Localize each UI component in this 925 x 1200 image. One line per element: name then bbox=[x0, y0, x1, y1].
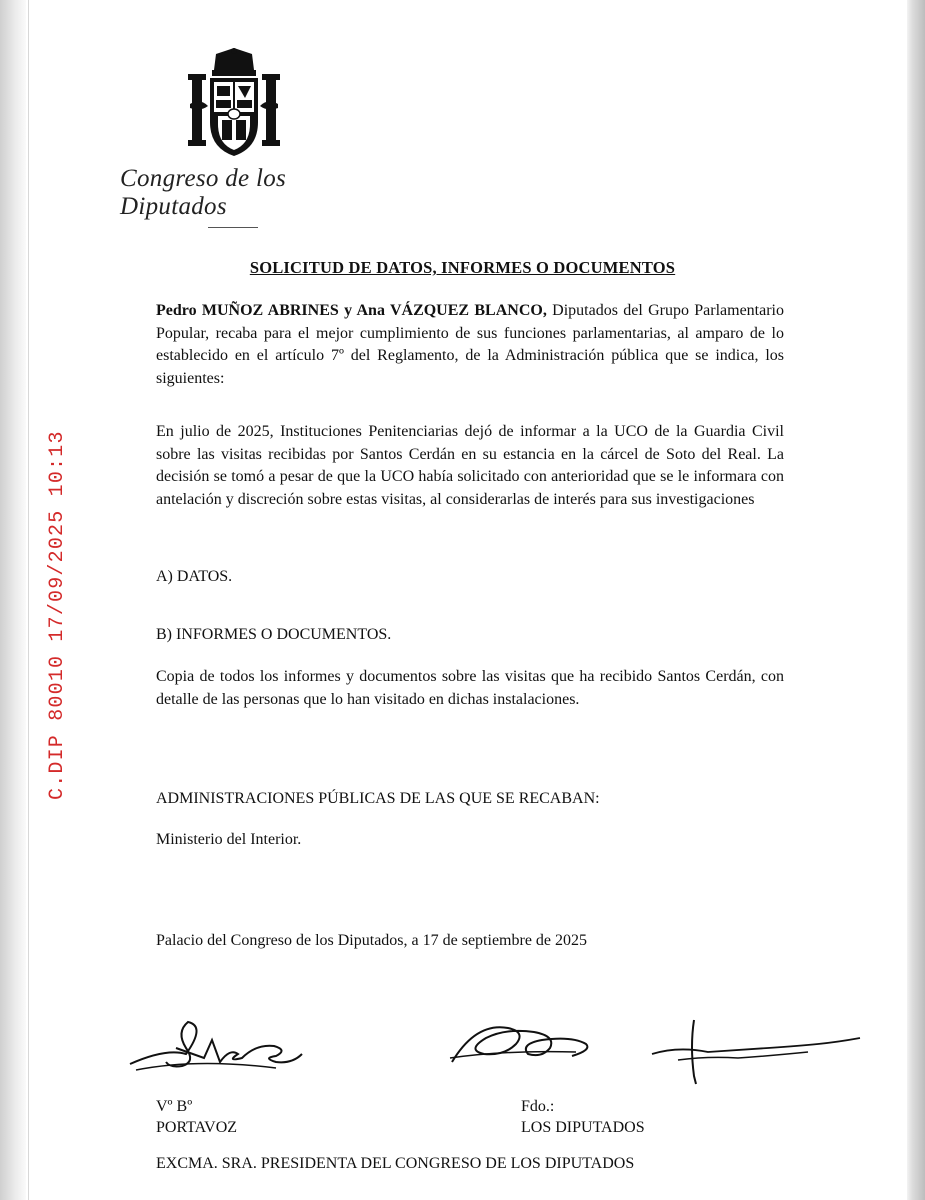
addressee: EXCMA. SRA. PRESIDENTA DEL CONGRESO DE LOS DIPUTADOS bbox=[156, 1155, 635, 1172]
spokesperson-label: PORTAVOZ bbox=[156, 1119, 238, 1136]
header-rule bbox=[208, 227, 258, 228]
deputies-block bbox=[521, 1096, 645, 1138]
scan-rule-left bbox=[28, 0, 29, 1200]
registry-stamp: C.DIP 80010 17/09/2025 10:13 bbox=[46, 430, 69, 800]
signed-label: Fdo.: bbox=[521, 1098, 555, 1115]
deputy-signature-1 bbox=[446, 1014, 596, 1068]
section-b-heading: B) INFORMES O DOCUMENTOS. bbox=[156, 626, 392, 643]
section-a-heading: A) DATOS. bbox=[156, 568, 233, 585]
scan-edge-left bbox=[0, 0, 26, 1200]
coat-of-arms-icon bbox=[188, 48, 280, 160]
intro-paragraph bbox=[156, 300, 784, 390]
deputy-signature-2 bbox=[648, 1016, 868, 1088]
administrations-heading: ADMINISTRACIONES PÚBLICAS DE LAS QUE SE RECABAN: bbox=[156, 790, 600, 807]
approval-label: Vº Bº bbox=[156, 1098, 193, 1115]
institution-name: Congreso de los Diputados bbox=[120, 165, 287, 220]
place-and-date: Palacio del Congreso de los Diputados, a 17 de septiembre de 2025 bbox=[156, 932, 588, 949]
spokesperson-block bbox=[156, 1096, 237, 1138]
background-paragraph: En julio de 2025, Instituciones Penitenciarias dejó de informar a la UCO de la Guardia Civil sobre las visitas recibidas por Santos Cerdán en su estancia en la cárcel de Soto del Real. La decisión se tomó a pesar de que la UCO había solicitado con anterioridad que se le informara con antelación y discreción sobre estas visitas, al considerarlas de interés para sus investigaciones bbox=[156, 423, 784, 508]
scan-edge-right bbox=[907, 0, 925, 1200]
request-paragraph: Copia de todos los informes y documentos sobre las visitas que ha recibido Santos Cerdán, con detalle de las personas que lo han visitado en dichas instalaciones. bbox=[156, 668, 784, 708]
deputies-label: LOS DIPUTADOS bbox=[521, 1119, 645, 1136]
intro-authors: Pedro MUÑOZ ABRINES y Ana VÁZQUEZ BLANCO, bbox=[156, 302, 547, 319]
document-title: SOLICITUD DE DATOS, INFORMES O DOCUMENTOS bbox=[249, 258, 676, 277]
intro-text: Diputados del Grupo Parlamentario Popular, recaba para el mejor cumplimiento de sus funciones parlamentarias, al amparo de lo establecido en el artículo 7º del Reglamento, de la Administración pública que se indica, los siguientes: bbox=[156, 302, 784, 387]
administration-name: Ministerio del Interior. bbox=[156, 831, 302, 848]
spokesperson-signature bbox=[126, 1018, 306, 1074]
